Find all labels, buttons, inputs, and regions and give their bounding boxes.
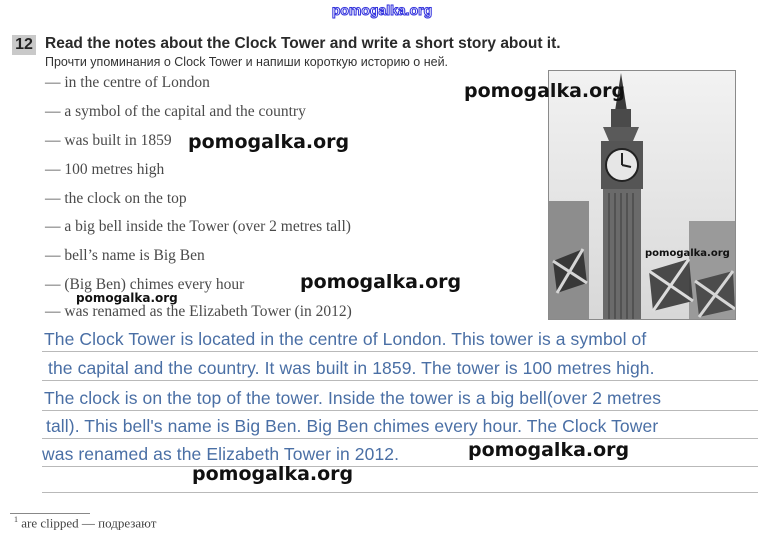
note-item: — in the centre of London	[45, 74, 210, 91]
ruled-line	[42, 492, 758, 493]
note-item: — a symbol of the capital and the country	[45, 103, 306, 120]
exercise-number: 12	[12, 35, 36, 55]
answer-line: was renamed as the Elizabeth Tower in 2012.	[42, 444, 400, 464]
top-watermark: pomogalka.org	[331, 2, 433, 18]
note-item: — 100 metres high	[45, 161, 165, 178]
answer-line: The Clock Tower is located in the centre of London. This tower is a symbol of	[44, 329, 647, 349]
ruled-line	[42, 380, 758, 381]
watermark-text: pomogalka.org	[192, 463, 354, 485]
watermark-text: pomogalka.org	[468, 439, 630, 461]
watermark-text: pomogalka.org	[464, 80, 626, 102]
exercise-heading: Read the notes about the Clock Tower and write a short story about it.	[45, 35, 561, 52]
watermark-text: pomogalka.org	[188, 131, 350, 153]
ruled-line	[42, 438, 758, 439]
footnote-divider	[10, 513, 90, 514]
note-item: — a big bell inside the Tower (over 2 metres tall)	[45, 218, 351, 235]
note-item: — was renamed as the Elizabeth Tower (in 2012)	[45, 303, 352, 320]
footnote-text: are clipped — подрезают	[21, 515, 157, 531]
watermark-text: pomogalka.org	[645, 248, 730, 259]
ruled-line	[42, 410, 758, 411]
answer-line: tall). This bell's name is Big Ben. Big Ben chimes every hour. The Clock Tower	[46, 416, 659, 436]
answer-line: the capital and the country. It was built in 1859. The tower is 100 metres high.	[48, 358, 655, 378]
exercise-subheading: Прочти упоминания о Clock Tower и напиши короткую историю о ней.	[45, 55, 449, 69]
footnote-marker: 1	[14, 515, 18, 524]
ruled-line	[42, 466, 758, 467]
clock-tower-photo	[548, 70, 736, 320]
watermark-text: pomogalka.org	[300, 271, 462, 293]
note-item: — was built in 1859	[45, 132, 172, 149]
note-item: — bell’s name is Big Ben	[45, 247, 205, 264]
big-ben-illustration	[549, 71, 735, 319]
note-item: — (Big Ben) chimes every hour	[45, 276, 245, 293]
answer-line: The clock is on the top of the tower. Inside the tower is a big bell(over 2 metres	[44, 388, 662, 408]
ruled-line	[42, 351, 758, 352]
footnote	[14, 515, 156, 531]
watermark-text: pomogalka.org	[76, 291, 178, 305]
note-item: — the clock on the top	[45, 190, 187, 207]
